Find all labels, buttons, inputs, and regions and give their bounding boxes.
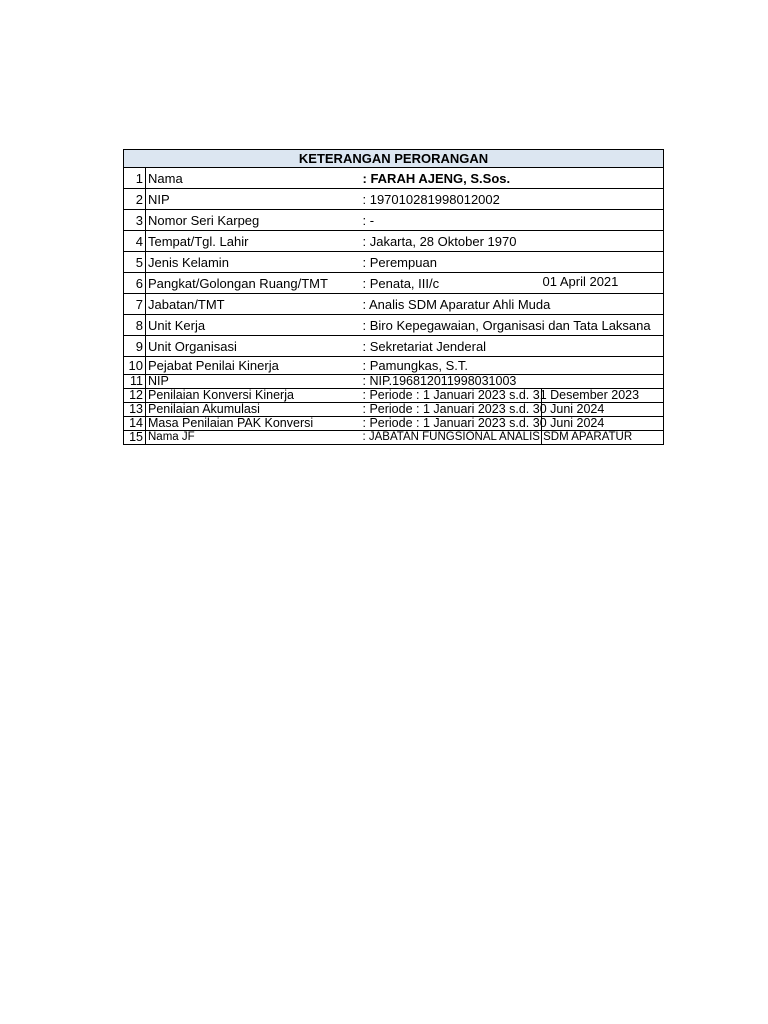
row-value: : Analis SDM Aparatur Ahli Muda	[358, 294, 664, 315]
row-value: : Jakarta, 28 Oktober 1970	[358, 231, 664, 252]
row-value: : Biro Kepegawaian, Organisasi dan Tata Laksana	[358, 315, 664, 336]
row-value: : Sekretariat Jenderal	[358, 336, 664, 357]
row-value: : FARAH AJENG, S.Sos.	[358, 168, 664, 189]
row-number: 9	[124, 336, 146, 357]
table-row	[124, 336, 664, 357]
row-label: Penilaian Akumulasi	[146, 403, 358, 417]
row-value: : Periode : 1 Januari 2023 s.d. 31 Desember 2023	[362, 388, 640, 403]
row-label: NIP	[146, 189, 358, 210]
table-row	[124, 431, 664, 445]
table-row	[124, 231, 664, 252]
row-value: : NIP.196812011998031003	[358, 375, 664, 389]
row-label: Nama JF	[146, 431, 358, 445]
row-value: : Penata, III/c	[362, 275, 440, 291]
table-row	[124, 168, 664, 189]
table-row	[124, 417, 664, 431]
row-label: Jenis Kelamin	[146, 252, 358, 273]
row-label: Tempat/Tgl. Lahir	[146, 231, 358, 252]
table-title: KETERANGAN PERORANGAN	[124, 150, 664, 168]
table-row	[124, 189, 664, 210]
row-number: 14	[124, 417, 146, 431]
row-value: : Periode : 1 Januari 2023 s.d. 30 Juni 2024	[362, 402, 605, 417]
row-label: Pejabat Penilai Kinerja	[146, 357, 358, 375]
row-value: : -	[358, 210, 664, 231]
table-header-row	[124, 150, 664, 168]
cell-divider	[541, 402, 542, 417]
row-number: 10	[124, 357, 146, 375]
row-value: : Perempuan	[358, 252, 664, 273]
row-number: 13	[124, 403, 146, 417]
row-number: 1	[124, 168, 146, 189]
cell-divider	[541, 430, 542, 445]
row-label: Unit Organisasi	[146, 336, 358, 357]
row-number: 11	[124, 375, 146, 389]
row-number: 15	[124, 431, 146, 445]
tmt-date: 01 April 2021	[542, 274, 619, 289]
row-number: 3	[124, 210, 146, 231]
table-row	[124, 389, 664, 403]
row-value: : Pamungkas, S.T.	[358, 357, 664, 375]
row-label: NIP	[146, 375, 358, 389]
row-value-cell	[358, 403, 664, 417]
cell-divider	[541, 416, 542, 431]
row-number: 2	[124, 189, 146, 210]
table-row	[124, 403, 664, 417]
row-number: 5	[124, 252, 146, 273]
table-row	[124, 273, 664, 294]
row-number: 6	[124, 273, 146, 294]
row-value: : JABATAN FUNGSIONAL ANALIS SDM APARATUR	[362, 430, 633, 443]
row-number: 8	[124, 315, 146, 336]
table-row	[124, 315, 664, 336]
table-row	[124, 375, 664, 389]
row-number: 12	[124, 389, 146, 403]
row-label: Nama	[146, 168, 358, 189]
row-label: Penilaian Konversi Kinerja	[146, 389, 358, 403]
row-value-cell	[358, 389, 664, 403]
table-row	[124, 294, 664, 315]
row-label: Jabatan/TMT	[146, 294, 358, 315]
row-value: : 197010281998012002	[358, 189, 664, 210]
row-number: 4	[124, 231, 146, 252]
row-value-cell	[358, 431, 664, 445]
table-row	[124, 252, 664, 273]
personal-info-table	[123, 149, 664, 445]
row-label: Masa Penilaian PAK Konversi	[146, 417, 358, 431]
table-row	[124, 357, 664, 375]
row-label: Nomor Seri Karpeg	[146, 210, 358, 231]
cell-divider	[541, 388, 542, 403]
row-value-cell	[358, 273, 664, 294]
table-row	[124, 210, 664, 231]
row-label: Unit Kerja	[146, 315, 358, 336]
row-number: 7	[124, 294, 146, 315]
row-label: Pangkat/Golongan Ruang/TMT	[146, 273, 358, 294]
row-value-cell	[358, 417, 664, 431]
row-value: : Periode : 1 Januari 2023 s.d. 30 Juni 2024	[362, 416, 605, 431]
